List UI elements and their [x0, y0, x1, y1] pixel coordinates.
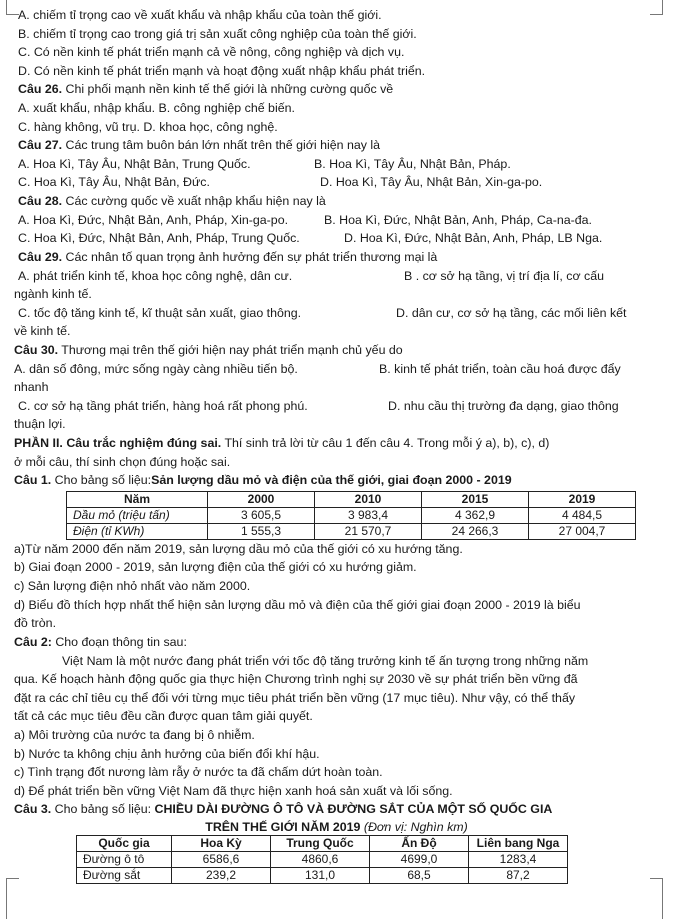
table-header-row: [67, 491, 636, 507]
statement-d: d) Để phát triển bền vững Việt Nam đã thực hiện xanh hoá sản xuất và lối sống.: [14, 783, 453, 798]
question-label: Câu 2:: [14, 634, 52, 649]
q30-options-row-2: [14, 397, 659, 416]
table-header-cell: 2010: [315, 491, 422, 507]
option-d: D. nhu cầu thị trường đa dạng, giao thông: [388, 398, 619, 413]
question-stem: Thương mại trên thế giới hiện nay phát triển mạnh chủ yếu do: [58, 342, 403, 357]
question-stem: Cho bảng số liệu:: [51, 802, 155, 817]
table-cell: 3 605,5: [208, 507, 315, 523]
question-stem: Các nhân tố quan trọng ảnh hưởng đến sự phát triển thương mại là: [62, 249, 438, 264]
option-c: C. tốc độ tăng kinh tế, kĩ thuật sản xuất, giao thông.: [18, 305, 302, 320]
q27-options-row-2: [14, 173, 659, 192]
question-stem: Các trung tâm buôn bán lớn nhất trên thế giới hiện nay là: [62, 138, 381, 153]
option-d: D. dân cư, cơ sở hạ tầng, các mối liên kết: [396, 305, 627, 320]
passage-line: đặt ra các chỉ tiêu cụ thể đối với từng mục tiêu phát triển bền vững (17 mục tiêu). Như vậy, có thể thấy: [14, 690, 576, 705]
table-row: [67, 523, 636, 539]
table-row-label: Dầu mỏ (triệu tấn): [67, 507, 208, 523]
option-c: C. Hoa Kì, Đức, Nhật Bản, Anh, Pháp, Trung Quốc.: [18, 231, 300, 246]
table-header-cell: Trung Quốc: [271, 836, 370, 852]
table-cell: 68,5: [370, 868, 469, 884]
question-label: Câu 3.: [14, 802, 52, 817]
table-cell: 27 004,7: [529, 523, 636, 539]
part-2-instructions: Thí sinh trả lời từ câu 1 đến câu 4. Trong mỗi ý a), b), c), d): [221, 436, 550, 451]
question-27: [14, 136, 659, 155]
c2-heading: [14, 633, 659, 652]
table-title: CHIỀU DÀI ĐƯỜNG Ô TÔ VÀ ĐƯỜNG SẮT CỦA MỘT SỐ QUỐC GIA: [154, 802, 553, 817]
part-2-heading: [14, 434, 659, 453]
table-header-row: [77, 836, 568, 852]
table-header-cell: Liên bang Nga: [469, 836, 568, 852]
question-label: Câu 27.: [18, 138, 63, 153]
q28-options-row-1: [14, 211, 659, 230]
table-header-cell: Hoa Kỳ: [172, 836, 271, 852]
c3-subtitle: [14, 819, 659, 835]
question-label: Câu 30.: [14, 342, 59, 357]
table-cell: 131,0: [271, 868, 370, 884]
table-cell: 239,2: [172, 868, 271, 884]
question-label: Câu 1.: [14, 473, 52, 488]
q27-options-row-1: [14, 155, 659, 174]
passage-line: Việt Nam là một nước đang phát triển với tốc độ tăng trưởng kinh tế ấn tượng trong những năm: [62, 653, 589, 668]
table-header-cell: Năm: [67, 491, 208, 507]
table-cell: 87,2: [469, 868, 568, 884]
q28-options-row-2: [14, 229, 659, 248]
option-c: C. Hoa Kì, Tây Âu, Nhật Bản, Đức.: [18, 175, 210, 190]
option-c: C. cơ sở hạ tầng phát triển, hàng hoá rất phong phú.: [18, 398, 308, 413]
question-30: [14, 341, 659, 360]
table-cell: 6586,6: [172, 852, 271, 868]
question-26: [14, 80, 659, 99]
part-2-title: PHẦN II. Câu trắc nghiệm đúng sai.: [14, 436, 222, 451]
option-a: A. Hoa Kì, Đức, Nhật Bản, Anh, Pháp, Xin-ga-po.: [18, 212, 289, 227]
question-28: [14, 192, 659, 211]
document-page: [14, 6, 659, 884]
statement-d: d) Biểu đồ thích hợp nhất thể hiện sản lượng dầu mỏ và điện của thế giới giai đoạn 2000 - 2019 là biểu: [14, 597, 581, 612]
statement-a: a) Môi trường của nước ta đang bị ô nhiễm.: [14, 727, 255, 742]
statement-a: a)Từ năm 2000 đến năm 2019, sản lượng dầu mỏ của thế giới có xu hướng tăng.: [14, 541, 463, 556]
q26-options-ab: A. xuất khẩu, nhập khẩu. B. công nghiệp chế biến.: [18, 101, 295, 116]
option-a: A. phát triển kinh tế, khoa học công nghệ, dân cư.: [18, 268, 293, 283]
table-cell: 3 983,4: [315, 507, 422, 523]
statement-b: b) Giai đoạn 2000 - 2019, sản lượng điện của thế giới có xu hướng giảm.: [14, 560, 417, 575]
table-cell: 1 555,3: [208, 523, 315, 539]
q30-option-wrap: nhanh: [14, 380, 49, 395]
question-label: Câu 28.: [18, 194, 63, 209]
table-cell: 21 570,7: [315, 523, 422, 539]
option-line: D. Có nền kinh tế phát triển mạnh và hoạt động xuất nhập khẩu phát triển.: [18, 63, 426, 78]
q29-options-row-1: [14, 267, 659, 286]
q29-option-wrap: ngành kinh tế.: [14, 287, 92, 302]
question-label: Câu 26.: [18, 82, 63, 97]
statement-d-wrap: đồ tròn.: [14, 616, 57, 631]
table-header-cell: Quốc gia: [77, 836, 172, 852]
option-b: B. Hoa Kì, Tây Âu, Nhật Bản, Pháp.: [314, 156, 511, 171]
table-cell: 24 266,3: [422, 523, 529, 539]
option-line: B. chiếm tỉ trọng cao trong giá trị sản xuất công nghiệp của toàn thế giới.: [18, 26, 417, 41]
table-header-cell: 2000: [208, 491, 315, 507]
question-stem: Chi phối mạnh nền kinh tế thế giới là những cường quốc về: [62, 82, 394, 97]
c1-heading: [14, 471, 659, 490]
passage-line: qua. Kế hoạch hành động quốc gia thực hiện Chương trình nghị sự 2030 về sự phát triển bền vững đã: [14, 672, 578, 687]
question-stem: Cho đoạn thông tin sau:: [51, 634, 187, 649]
table-row-label: Đường sắt: [77, 868, 172, 884]
q30-options-row-1: [14, 360, 659, 379]
table-cell: 4 484,5: [529, 507, 636, 523]
crop-mark-bottom-right: [650, 878, 663, 919]
table-header-cell: Ấn Độ: [370, 836, 469, 852]
option-a: A. Hoa Kì, Tây Âu, Nhật Bản, Trung Quốc.: [18, 156, 251, 171]
table-header-cell: 2019: [529, 491, 636, 507]
table-unit: (Đơn vị: Nghìn km): [360, 819, 468, 834]
option-b: B. Hoa Kì, Đức, Nhật Bản, Anh, Pháp, Ca-na-đa.: [324, 212, 592, 227]
option-line: C. Có nền kinh tế phát triển mạnh cả về nông, công nghiệp và dịch vụ.: [18, 45, 405, 60]
table-cell: 1283,4: [469, 852, 568, 868]
question-29: [14, 248, 659, 267]
table-row: [77, 852, 568, 868]
table-title: Sản lượng dầu mỏ và điện của thế giới, giai đoạn 2000 - 2019: [151, 473, 512, 488]
option-b: B . cơ sở hạ tầng, vị trí địa lí, cơ cấu: [404, 268, 604, 283]
q29-option-wrap: về kinh tế.: [14, 324, 71, 339]
option-a: A. dân số đông, mức sống ngày càng nhiều tiến bộ.: [14, 361, 298, 376]
q26-options-cd: C. hàng không, vũ trụ. D. khoa học, công nghệ.: [18, 119, 278, 134]
option-line: A. chiếm tỉ trọng cao về xuất khẩu và nhập khẩu của toàn thế giới.: [18, 8, 382, 22]
table-cell: 4699,0: [370, 852, 469, 868]
crop-mark-bottom-left: [6, 878, 19, 919]
statement-c: c) Tình trạng đốt nương làm rẫy ở nước ta đã chấm dứt hoàn toàn.: [14, 765, 383, 780]
option-d: D. Hoa Kì, Tây Âu, Nhật Bản, Xin-ga-po.: [320, 175, 543, 190]
table-cell: 4 362,9: [422, 507, 529, 523]
passage-line: tất cả các mục tiêu đều cần được quan tâm giải quyết.: [14, 709, 313, 724]
statement-c: c) Sản lượng điện nhỏ nhất vào năm 2000.: [14, 579, 251, 594]
table-row: [77, 868, 568, 884]
table-row-label: Điện (tỉ KWh): [67, 523, 208, 539]
oil-electricity-table: [66, 491, 636, 540]
question-stem: Các cường quốc về xuất nhập khẩu hiện nay là: [62, 194, 326, 209]
q29-options-row-2: [14, 304, 659, 323]
option-d: D. Hoa Kì, Đức, Nhật Bản, Anh, Pháp, LB Nga.: [344, 231, 603, 246]
question-label: Câu 29.: [18, 249, 63, 264]
table-title-2: TRÊN THẾ GIỚI NĂM 2019: [205, 819, 361, 834]
part-2-instructions-2: ở mỗi câu, thí sinh chọn đúng hoặc sai.: [14, 454, 231, 469]
table-cell: 4860,6: [271, 852, 370, 868]
road-rail-table: [76, 835, 568, 884]
c3-heading: [14, 800, 659, 819]
table-row: [67, 507, 636, 523]
table-header-cell: 2015: [422, 491, 529, 507]
option-b: B. kinh tế phát triển, toàn cầu hoá được đẩy: [379, 361, 621, 376]
statement-b: b) Nước ta không chịu ảnh hưởng của biến đổi khí hậu.: [14, 746, 320, 761]
table-row-label: Đường ô tô: [77, 852, 172, 868]
q30-option-wrap: thuận lợi.: [14, 417, 66, 432]
question-stem: Cho bảng số liệu:: [51, 473, 152, 488]
